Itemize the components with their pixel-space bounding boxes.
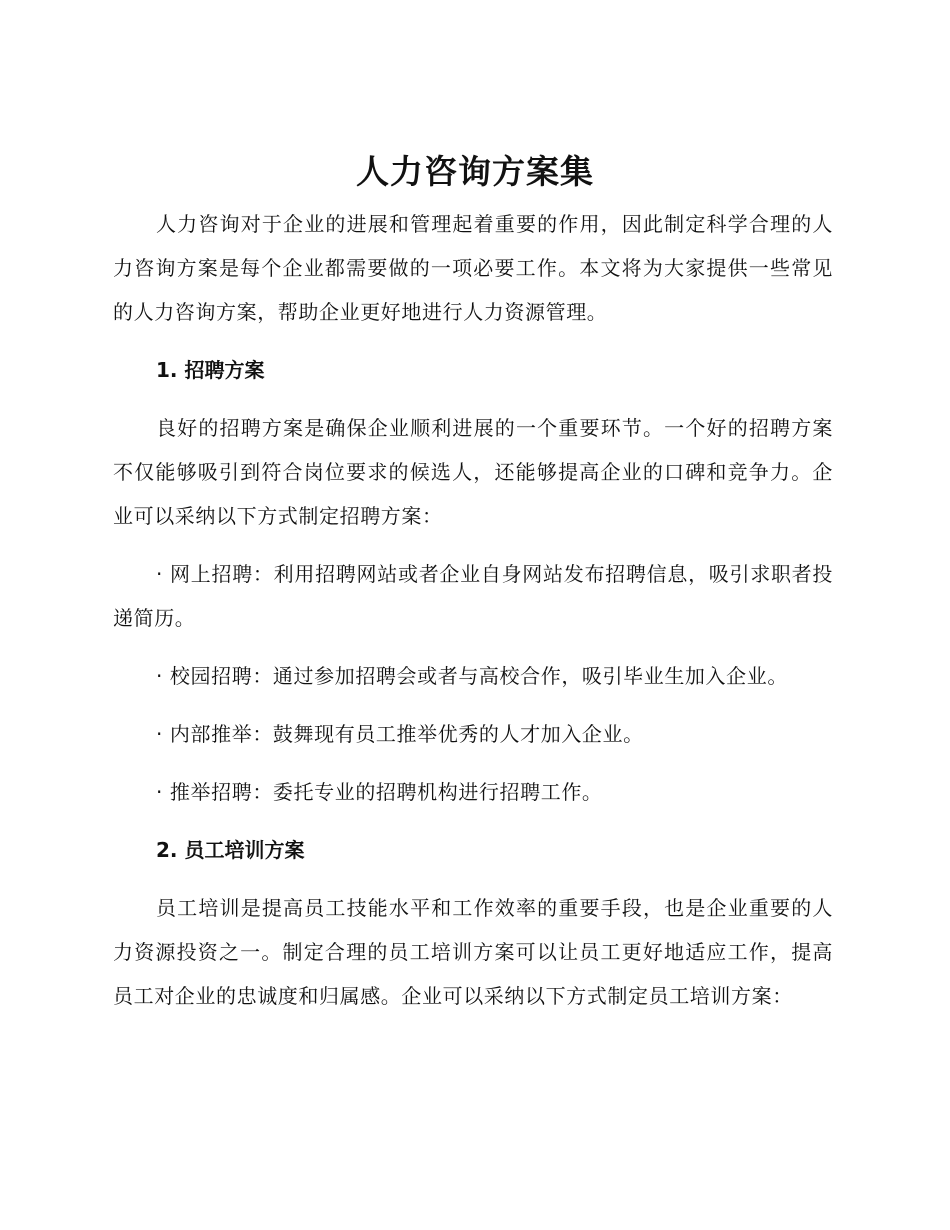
recruitment-paragraph: 良好的招聘方案是确保企业顺利进展的一个重要环节。一个好的招聘方案不仅能够吸引到符合岗位要求的候选人，还能够提高企业的口碑和竞争力。企业可以采纳以下方式制定招聘方案：: [113, 416, 833, 528]
bullet-item-online: · 网上招聘：利用招聘网站或者企业自身网站发布招聘信息，吸引求职者投递简历。: [113, 562, 833, 630]
bullet-item-agency: · 推举招聘：委托专业的招聘机构进行招聘工作。: [156, 780, 603, 804]
bullet-item-internal: · 内部推举：鼓舞现有员工推举优秀的人才加入企业。: [156, 722, 644, 746]
document-title: 人力咨询方案集: [356, 152, 594, 191]
bullet-item-campus: · 校园招聘：通过参加招聘会或者与高校合作，吸引毕业生加入企业。: [156, 664, 788, 688]
intro-paragraph: 人力咨询对于企业的进展和管理起着重要的作用，因此制定科学合理的人力咨询方案是每个企业都需要做的一项必要工作。本文将为大家提供一些常见的人力咨询方案，帮助企业更好地进行人力资源管理。: [113, 212, 833, 324]
training-paragraph: 员工培训是提高员工技能水平和工作效率的重要手段，也是企业重要的人力资源投资之一。制定合理的员工培训方案可以让员工更好地适应工作，提高员工对企业的忠诚度和归属感。企业可以采纳以下方式制定员工培训方案：: [113, 896, 833, 1008]
section-heading-recruitment: 1. 招聘方案: [156, 358, 265, 382]
section-heading-training: 2. 员工培训方案: [156, 838, 305, 862]
document-body: [113, 202, 833, 1018]
